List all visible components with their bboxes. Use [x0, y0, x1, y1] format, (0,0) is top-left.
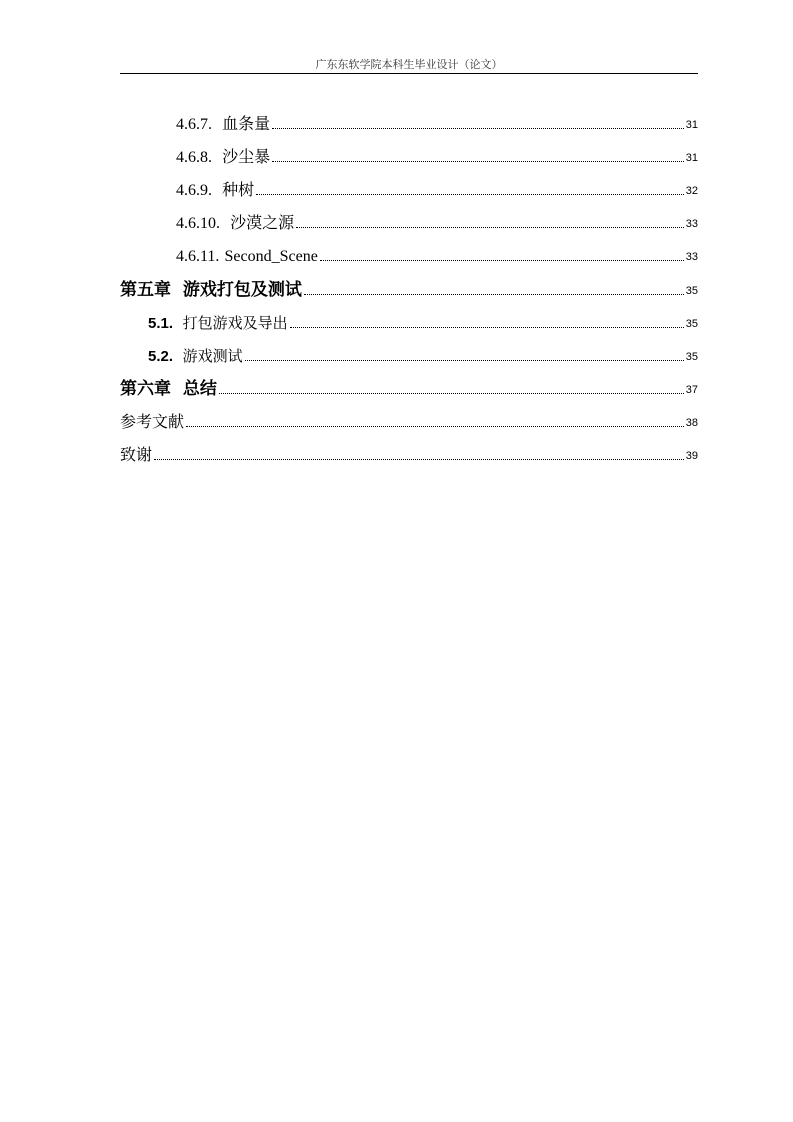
toc-entry-label: 4.6.7. 血条量	[176, 114, 271, 133]
toc-leader-dots	[304, 286, 684, 295]
toc-leader-dots	[154, 451, 684, 460]
toc-entry-4-6-7[interactable]	[120, 101, 698, 134]
toc-entry-4-6-8[interactable]	[120, 134, 698, 167]
toc-entry-label: 4.6.9. 种树	[176, 180, 255, 199]
toc-leader-dots	[186, 418, 684, 427]
toc-entry-chapter-6[interactable]	[120, 366, 698, 399]
toc-page-number: 33	[685, 218, 698, 230]
toc-leader-dots	[219, 385, 684, 394]
toc-page-number: 31	[685, 119, 698, 131]
toc-page-number: 38	[685, 417, 698, 429]
toc-entry-references[interactable]	[120, 399, 698, 432]
toc-page-number: 35	[685, 351, 698, 363]
toc-entry-label: 4.6.11. Second_Scene	[176, 248, 318, 265]
toc-entry-4-6-11[interactable]	[120, 233, 698, 266]
toc-entry-label: 参考文献	[120, 412, 185, 431]
toc-page-number: 33	[685, 251, 698, 263]
toc-entry-label: 5.1. 打包游戏及导出	[148, 314, 288, 332]
toc-entry-label: 4.6.8. 沙尘暴	[176, 147, 271, 166]
toc-entry-acknowledgements[interactable]	[120, 432, 698, 465]
toc-entry-label: 5.2. 游戏测试	[148, 347, 243, 365]
toc-entry-label: 4.6.10. 沙漠之源	[176, 213, 295, 232]
toc-page-number: 32	[685, 185, 698, 197]
toc-leader-dots	[320, 252, 684, 261]
toc-entry-5-2[interactable]	[120, 333, 698, 366]
toc-leader-dots	[296, 219, 684, 228]
toc-page-number: 39	[685, 450, 698, 462]
toc-entry-5-1[interactable]	[120, 300, 698, 333]
toc-leader-dots	[290, 319, 684, 328]
toc-page-number: 37	[685, 384, 698, 396]
header-rule	[120, 73, 698, 74]
toc-leader-dots	[256, 186, 684, 195]
toc-leader-dots	[272, 120, 684, 129]
toc-leader-dots	[245, 352, 684, 361]
toc-leader-dots	[272, 153, 684, 162]
toc-entry-label: 第五章 游戏打包及测试	[120, 280, 302, 300]
toc-entry-4-6-10[interactable]	[120, 200, 698, 233]
toc-entry-chapter-5[interactable]	[120, 267, 698, 300]
toc-page-number: 35	[685, 285, 698, 297]
toc-entry-label: 第六章 总结	[120, 379, 217, 399]
toc-entry-label: 致谢	[120, 445, 153, 464]
page-header: 广东东软学院本科生毕业设计（论文）	[315, 58, 503, 71]
toc-page-number: 31	[685, 152, 698, 164]
toc-page-number: 35	[685, 318, 698, 330]
toc-entry-4-6-9[interactable]	[120, 167, 698, 200]
